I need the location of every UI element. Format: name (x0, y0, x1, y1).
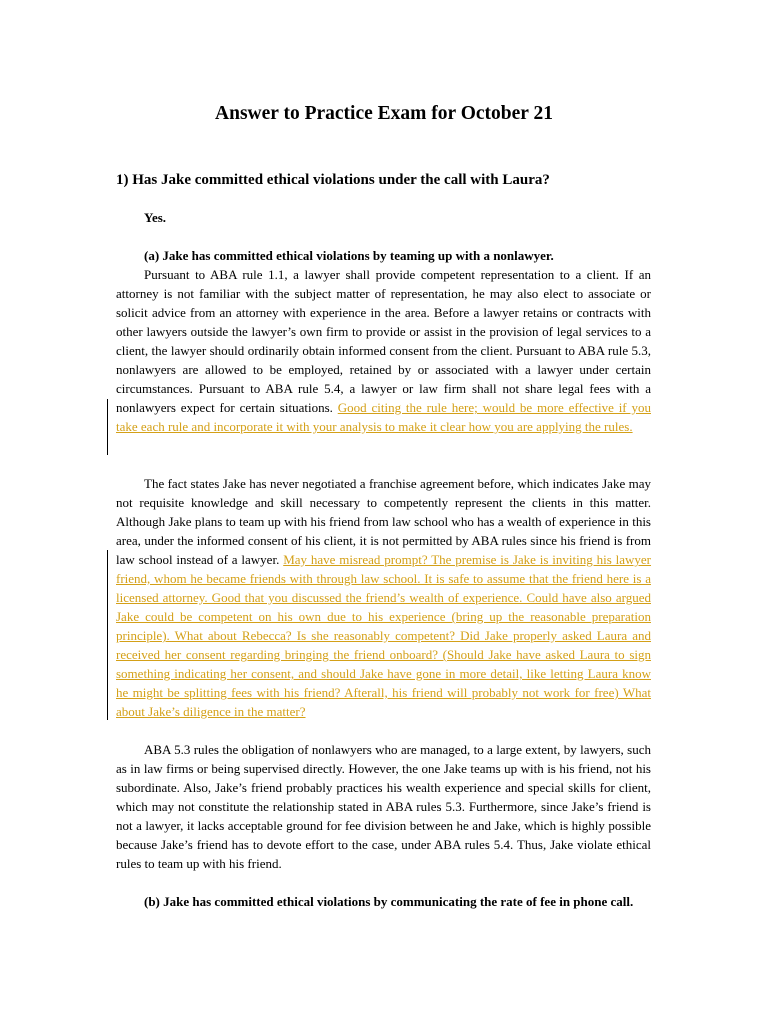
question-heading: 1) Has Jake committed ethical violations under the call with Laura? (116, 172, 550, 188)
paragraph-1-text: Pursuant to ABA rule 1.1, a lawyer shall provide competent representation to a client. If an attorney is not familiar with the subject matter of representation, he may also elect to associate or solicit advice from an attorney with experience in the area. Before a lawyer retains or contracts with other lawyers outside the lawyer’s own firm to provide or assist in the provision of legal services to a client, the lawyer should ordinarily obtain informed consent from the client. Pursuant to ABA rule 5.3, nonlawyers are allowed to be employed, retained by or associated with a lawyer under certain circumstances. Pursuant to ABA rule 5.4, a lawyer or law firm shall not share legal fees with a nonlawyers expect for certain situations. (116, 267, 651, 415)
reviewer-comment-1: Good citing the rule here; would be more effective if you take each rule and incorporate it with your analysis to make it clear how you are applying the rules. (116, 400, 651, 434)
section-a-heading: (a) Jake has committed ethical violations by teaming up with a nonlawyer. (144, 248, 554, 263)
document-title: Answer to Practice Exam for October 21 (215, 103, 553, 124)
section-a (116, 246, 651, 436)
paragraph-2-text: The fact states Jake has never negotiated a franchise agreement before, which indicates Jake may not requisite knowledge and skill necessary to competently represent the clients in this matter. Although Jake plans to team up with his friend from law school who has a wealth of experience in this area, under the informed consent of his client, it is not permitted by ABA rules since his friend is from law school instead of a lawyer. (116, 476, 651, 567)
reviewer-comment-2: May have misread prompt? The premise is Jake is inviting his lawyer friend, whom he became friends with through law school. It is safe to assume that the friend here is a licensed attorney. Good that you discussed the friend’s wealth of experience. Could have also argued Jake could be competent on his own due to his experience (bring up the reasonable preparation principle). What about Rebecca? Is she reasonably competent? Did Jake properly asked Laura and received her consent regarding bringing the friend onboard? (Should Jake have asked Laura to sign something indicating her consent, and should Jake have gone in more detail, like letting Laura know he might be splitting fees with his friend? Afterall, his friend will probably not work for free) What about Jake’s diligence in the matter? (116, 552, 652, 719)
change-bar-2 (107, 550, 108, 720)
answer-text: Yes. (144, 210, 167, 225)
paragraph-1 (116, 265, 651, 436)
section-b-heading: (b) Jake has committed ethical violations by communicating the rate of fee in phone call. (144, 894, 634, 909)
paragraph-3-text: ABA 5.3 rules the obligation of nonlawyers who are managed, to a large extent, by lawyers, such as in law firms or being supervised directly. However, the one Jake teams up with is his friend, not his subordinate. Also, Jake’s friend probably practices his wealth experience and special skills for client, which may not constitute the relationship stated in ABA rules 5.3. Furthermore, since Jake’s friend is not a lawyer, it lacks acceptable ground for fee division between he and Jake, which is highly possible because Jake’s friend has to devote effort to the case, under ABA rules 5.4. Thus, Jake violate ethical rules to team up with his friend. (116, 742, 651, 871)
paragraph-3 (116, 740, 651, 873)
change-bar-1 (107, 399, 108, 455)
paragraph-2 (116, 474, 651, 721)
